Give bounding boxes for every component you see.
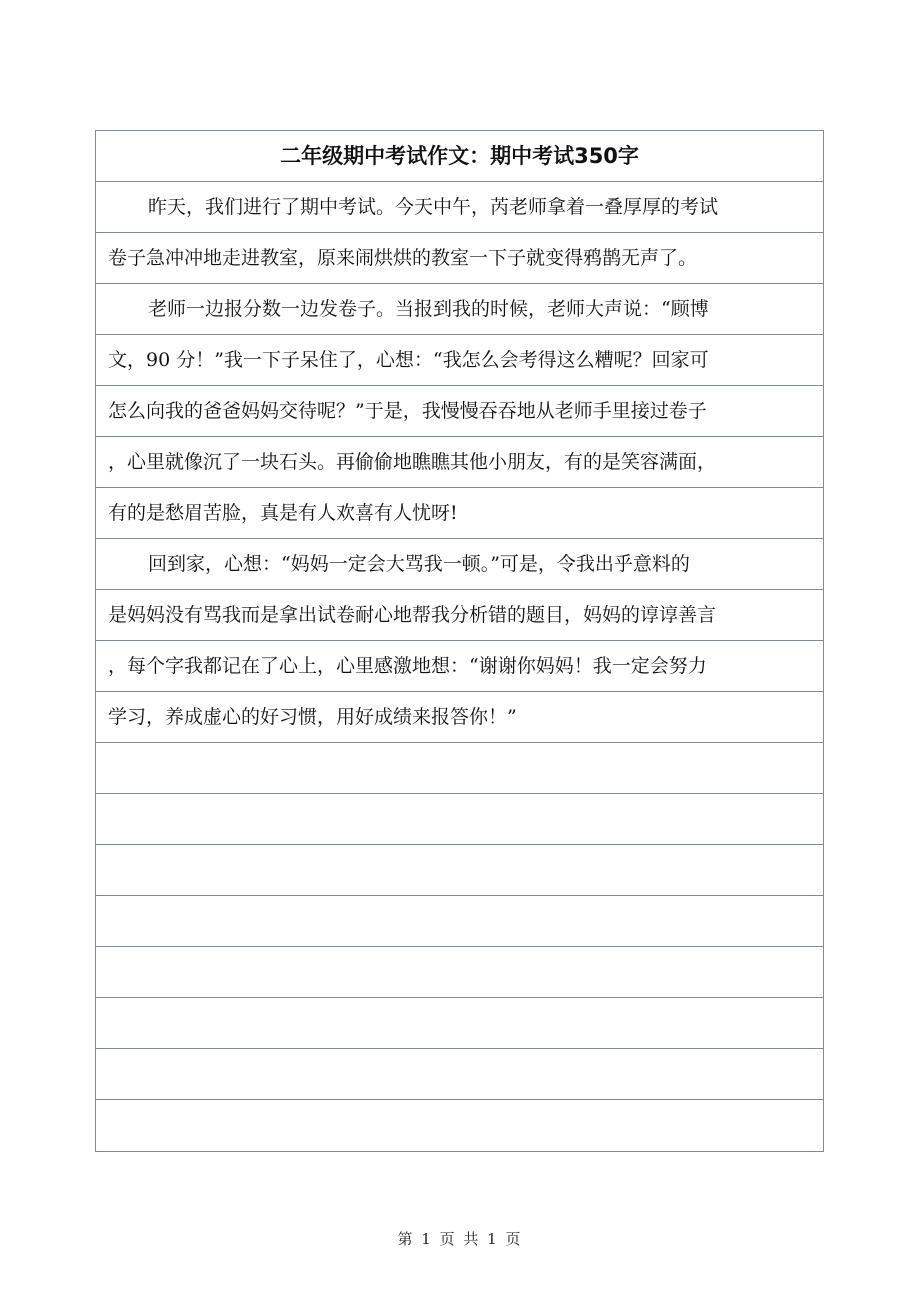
essay-line: 有的是愁眉苦脸，真是有人欢喜有人忧呀! — [96, 488, 823, 539]
essay-line: 是妈妈没有骂我而是拿出试卷耐心地帮我分析错的题目，妈妈的谆谆善言 — [96, 590, 823, 641]
empty-line — [96, 1100, 823, 1151]
essay-line: 昨天，我们进行了期中考试。今天中午，芮老师拿着一叠厚厚的考试 — [96, 182, 823, 233]
document-title: 二年级期中考试作文：期中考试350字 — [96, 131, 823, 182]
page-number: 第 1 页 共 1 页 — [397, 1230, 523, 1248]
empty-line — [96, 794, 823, 845]
essay-line: 学习，养成虚心的好习惯，用好成绩来报答你！” — [96, 692, 823, 743]
essay-line: 文，90 分！”我一下子呆住了，心想：“我怎么会考得这么糟呢？回家可 — [96, 335, 823, 386]
essay-line: 回到家，心想：“妈妈一定会大骂我一顿。”可是，令我出乎意料的 — [96, 539, 823, 590]
essay-line: 怎么向我的爸爸妈妈交待呢？”于是，我慢慢吞吞地从老师手里接过卷子 — [96, 386, 823, 437]
essay-line: 卷子急冲冲地走进教室，原来闹烘烘的教室一下子就变得鸦鹊无声了。 — [96, 233, 823, 284]
essay-line: ，心里就像沉了一块石头。再偷偷地瞧瞧其他小朋友，有的是笑容满面， — [96, 437, 823, 488]
empty-line — [96, 1049, 823, 1100]
empty-line — [96, 947, 823, 998]
empty-line — [96, 896, 823, 947]
essay-line: 老师一边报分数一边发卷子。当报到我的时候，老师大声说：“顾博 — [96, 284, 823, 335]
essay-line: ，每个字我都记在了心上，心里感激地想：“谢谢你妈妈！我一定会努力 — [96, 641, 823, 692]
empty-line — [96, 743, 823, 794]
empty-line — [96, 998, 823, 1049]
essay-grid — [95, 130, 824, 1152]
empty-line — [96, 845, 823, 896]
